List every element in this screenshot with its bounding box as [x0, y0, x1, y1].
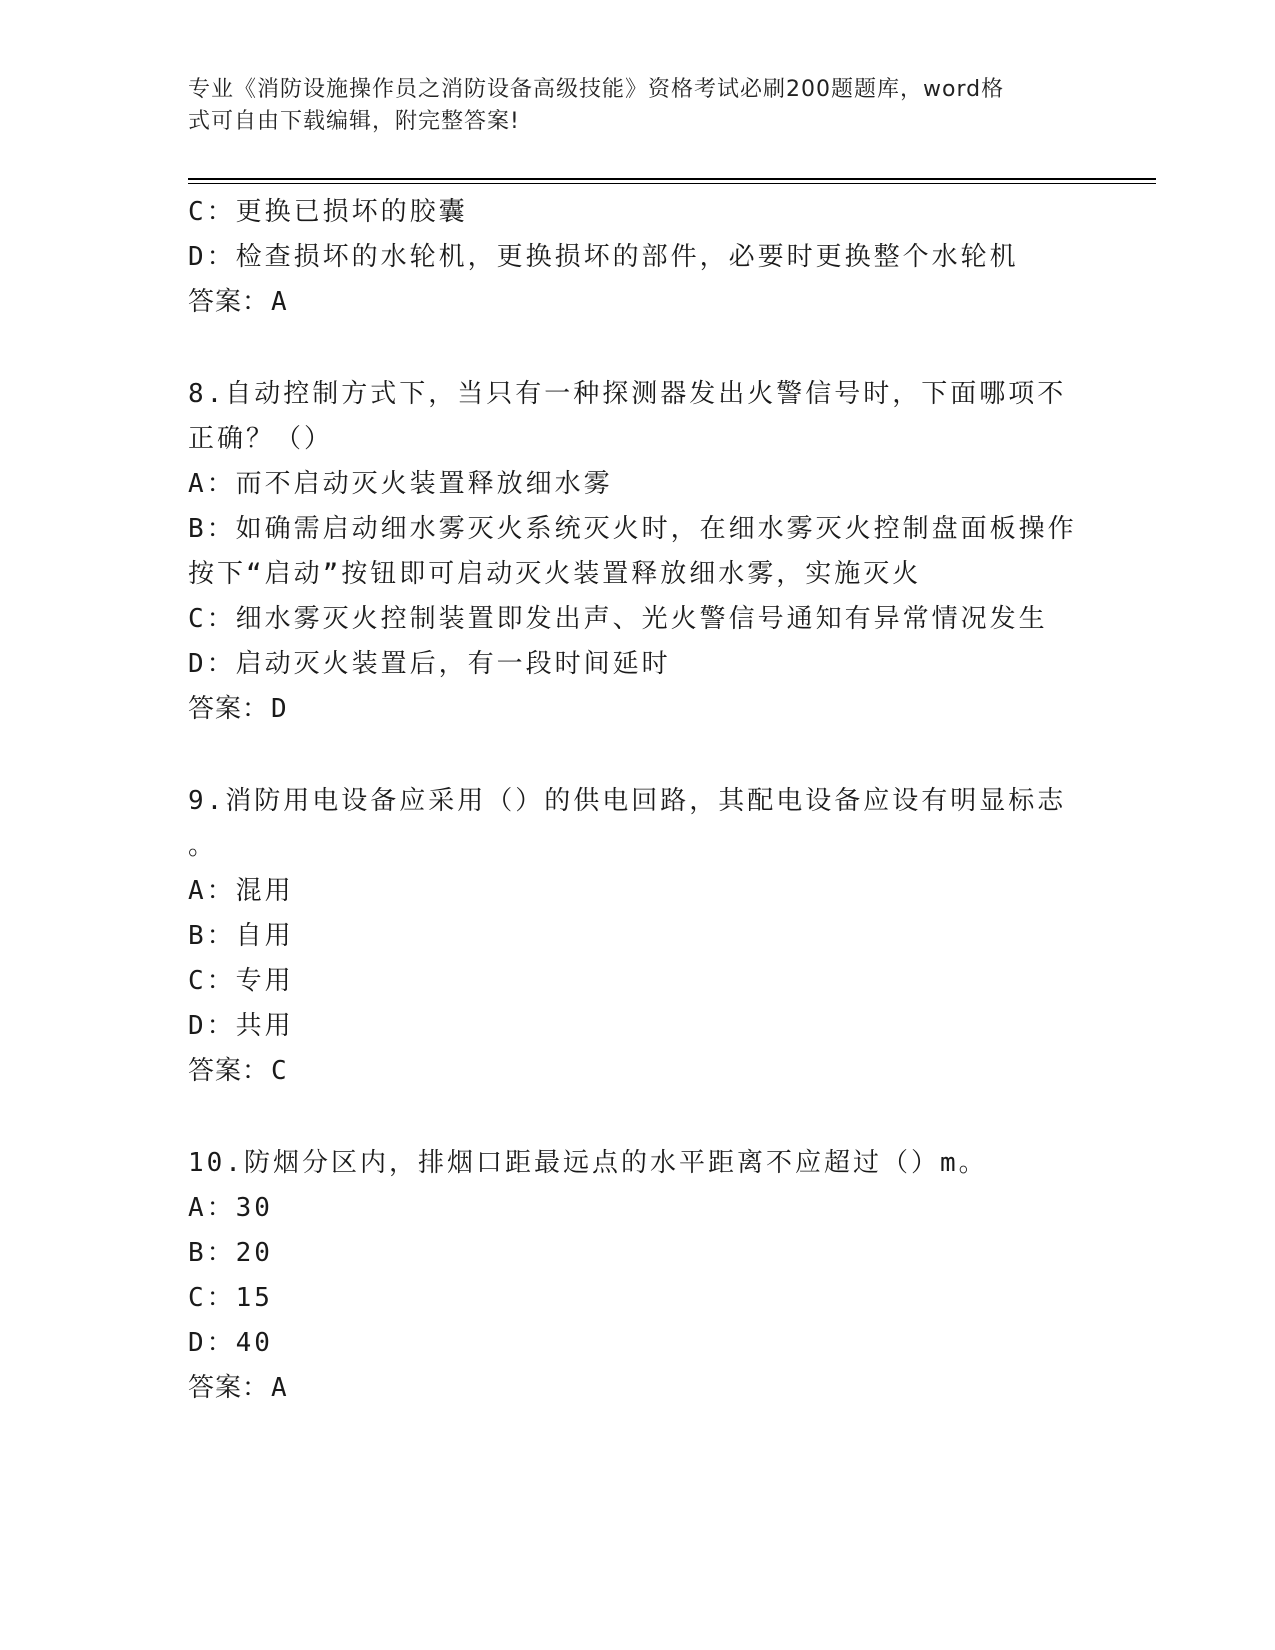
option-line: D：共用	[188, 1011, 294, 1041]
answer-label: 答案：	[188, 1056, 270, 1086]
question-7-continuation	[188, 190, 1088, 325]
option-line: C：更换已损坏的胶囊	[188, 197, 468, 227]
question-stem-line: 正确？（）	[188, 424, 334, 454]
option-line: D：40	[188, 1328, 273, 1358]
answer-value: A	[271, 287, 288, 317]
option-line: A：混用	[188, 876, 294, 906]
spacer	[188, 1094, 1088, 1141]
answer-label: 答案：	[188, 287, 270, 317]
header-rule-thick	[188, 178, 1156, 180]
document-header	[188, 74, 1068, 138]
header-rule-thin	[188, 183, 1156, 184]
option-line: C：细水雾灭火控制装置即发出声、光火警信号通知有异常情况发生	[188, 604, 1048, 634]
answer-value: A	[271, 1373, 288, 1403]
option-line: A：30	[188, 1193, 273, 1223]
question-stem-line: 8.自动控制方式下，当只有一种探测器发出火警信号时，下面哪项不	[188, 379, 1067, 409]
option-line: C：15	[188, 1283, 273, 1313]
option-line: B：如确需启动细水雾灭火系统灭火时，在细水雾灭火控制盘面板操作	[188, 514, 1077, 544]
option-line: C：专用	[188, 966, 294, 996]
question-stem-line: 10.防烟分区内，排烟口距最远点的水平距离不应超过（）m。	[188, 1148, 988, 1178]
question-stem-line: 9.消防用电设备应采用（）的供电回路，其配电设备应设有明显标志	[188, 786, 1067, 816]
header-line-1: 专业《消防设施操作员之消防设备高级技能》资格考试必刷200题题库，word格	[188, 77, 1005, 102]
answer-line	[188, 1049, 1088, 1094]
option-line: A：而不启动灭火装置释放细水雾	[188, 469, 613, 499]
option-line: 按下“启动”按钮即可启动灭火装置释放细水雾，实施灭火	[188, 559, 922, 589]
option-line: B：自用	[188, 921, 294, 951]
answer-line	[188, 280, 1088, 325]
answer-value: C	[271, 1056, 288, 1086]
question-8	[188, 372, 1088, 732]
answer-line	[188, 1366, 1088, 1411]
spacer	[188, 325, 1088, 372]
answer-value: D	[271, 694, 288, 724]
question-stem-line: 。	[188, 831, 218, 861]
answer-line	[188, 687, 1088, 732]
answer-label: 答案：	[188, 694, 270, 724]
question-9	[188, 779, 1088, 1094]
spacer	[188, 732, 1088, 779]
option-line: D：启动灭火装置后，有一段时间延时	[188, 649, 671, 679]
header-line-2: 式可自由下载编辑，附完整答案!	[188, 109, 520, 134]
question-10	[188, 1141, 1088, 1411]
option-line: D：检查损坏的水轮机，更换损坏的部件，必要时更换整个水轮机	[188, 242, 1019, 272]
document-body	[188, 190, 1088, 1411]
answer-label: 答案：	[188, 1373, 270, 1403]
option-line: B：20	[188, 1238, 273, 1268]
